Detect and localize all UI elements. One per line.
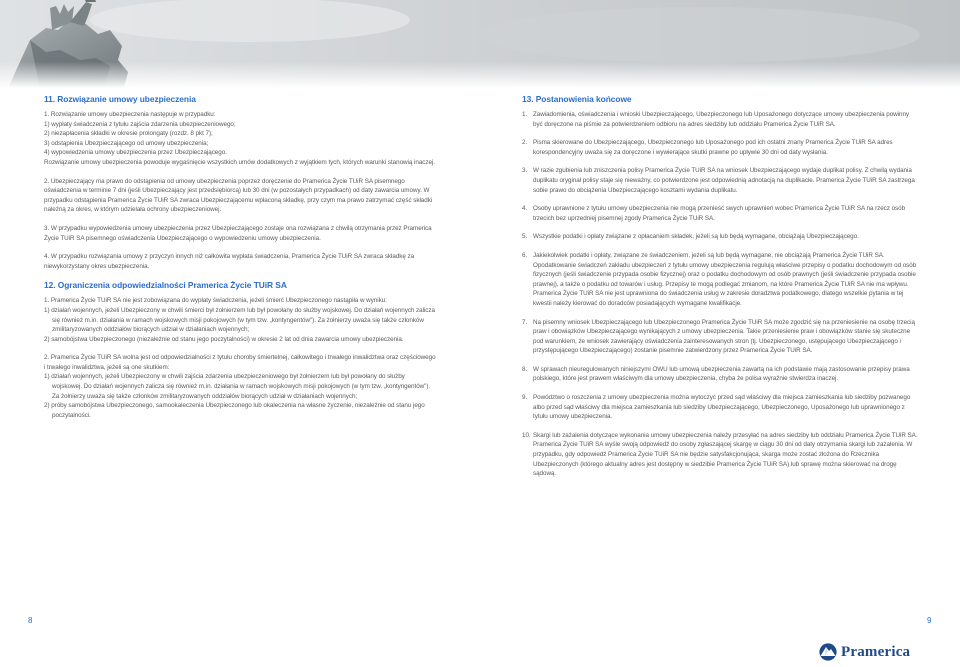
section-11-heading: 11. Rozwiązanie umowy ubezpieczenia — [44, 94, 196, 104]
page-number-left: 8 — [28, 616, 33, 625]
logo-text: Pramerica — [841, 643, 911, 660]
s13-item: 8. W sprawach nieuregulowanych niniejszymi OWU lub umową ubezpieczenia zawartą na ich podstawie mają zastosowanie przepisy prawa polskiego, które jest prawem właściwym dla umowy ubezpieczenia, chyba że polisa wyraźnie stwierdza inaczej. — [522, 365, 910, 383]
left-column — [44, 94, 436, 420]
s13-item: 6. Jakiekolwiek podatki i opłaty, związane ze świadczeniem, jeżeli są lub będą wymagane, nie obciążają Pramerica Życie TUiR SA. Opodatkowanie świadczeń zakładu ubezpieczeń z tytułu umowy ubezpieczenia regulują właściwe przepisy o podatku dochodowym od osób fizycznych (jeśli świadczenie przypada osobie fizycznej) oraz o podatku dochodowym od osób prawnych (jeśli świadczenie przypada osobie prawnej), a także o podatku od towarów i usług. Przepisy te mogą podlegać zmianom, na które Pramerica Życie TUiR SA nie ma wpływu. Pramerica Życie TUiR SA nie jest uprawniona do świadczenia usług w zakresie doradztwa podatkowego, dlatego wszelkie pytania w tej kwestii należy kierować do doradców posiadających wymagane kwalifikacje. — [522, 251, 917, 307]
s12-p2-list-item-1: 1) działań wojennych, jeżeli Ubezpieczony w chwili zajścia zdarzenia ubezpieczeniowego był żołnierzem lub był powołany do służby wojskowej. Do działań wojennych zalicza się również m.in. działania w ramach wojskowych misji pokojowych (w tym tzw. „kontyngentów"). Za żołnierzy uważa się także członków zmilitaryzowanych oddziałów biorących udział w działaniach wojennych; — [44, 373, 431, 400]
s11-list-item-1: 1) wypłaty świadczenia z tytułu zajścia zdarzenia ubezpieczeniowego; — [44, 120, 236, 128]
section-13-heading: 13. Postanowienia końcowe — [522, 94, 632, 104]
s11-paragraph-1: 1. Rozwiązanie umowy ubezpieczenia następuje w przypadku: — [44, 111, 216, 118]
s13-item: 9. Powództwo o roszczenia z umowy ubezpieczenia można wytoczyć przed sąd właściwy dla miejsca zamieszkania lub siedziby pozwanego albo przed sąd właściwy dla miejsca zamieszkania lub siedziby Ubezpieczającego, Ubezpieczonego, Uposażonego lub uprawnionego z tytułu umowy ubezpieczenia. — [522, 394, 911, 421]
s11-list-item-2: 2) niezapłacenia składki w okresie prolongaty (rozdz. 8 pkt 7); — [44, 130, 213, 138]
s13-item: 5. Wszystkie podatki i opłaty związane z opłacaniem składek, jeżeli są lub będą wymagane, obciążają Ubezpieczającego. — [522, 233, 859, 241]
s11-list-item-4: 4) wypowiedzenia umowy ubezpieczenia przez Ubezpieczającego. — [44, 149, 227, 157]
header-banner-image — [0, 0, 960, 88]
s13-item: 3. W razie zgubienia lub zniszczenia polisy Pramerica Życie TUiR SA na wniosek Ubezpieczającego wydaje duplikat polisy. Z chwilą wydania duplikatu oryginał polisy staje się nieważny, co potwierdzone jest odpowiednią adnotacją na duplikacie. Pramerica Życie TUiR SA zastrzega sobie prawo do obciążenia Ubezpieczającego kosztami wydania duplikatu. — [522, 167, 915, 194]
s11-paragraph-4: 4. W przypadku rozwiązania umowy z przyczyn innych niż całkowita wypłata świadczenia, Pramerica Życie TUiR SA zwraca składkę za niewykorzystany okres ubezpieczenia. — [44, 253, 415, 270]
s12-paragraph-2: 2. Pramerica Życie TUiR SA wolna jest od odpowiedzialności z tytułu choroby śmiertelnej, całkowitego i trwałego inwalidztwa oraz częściowego i trwałego inwalidztwa, jeżeli są one skutkiem: — [44, 354, 436, 371]
s13-item: 4. Osoby uprawnione z tytułu umowy ubezpieczenia nie mogą przenieść swych uprawnień wobec Pramerica Życie TUiR SA na rzecz osób trzecich bez uprzedniej pisemnej zgody Pramerica Życie TUiR SA. — [522, 205, 906, 222]
s12-p1-list-item-2: 2) samobójstwa Ubezpieczonego (niezależnie od stanu jego poczytalności) w okresie 2 lat od dnia zawarcia umowy ubezpieczenia. — [44, 335, 404, 343]
page-number-right: 9 — [927, 616, 932, 625]
s11-paragraph-1-tail: Rozwiązanie umowy ubezpieczenia powoduje wygaśnięcie wszystkich umów dodatkowych z wyjątkiem tych, których warunki stanowią inaczej. — [44, 158, 435, 166]
section-12-heading: 12. Ograniczenia odpowiedzialności Pramerica Życie TUiR SA — [44, 280, 287, 291]
s13-item: 1. Zawiadomienia, oświadczenia i wnioski Ubezpieczającego, Ubezpieczonego lub Uposażonego dotyczące umowy ubezpieczenia powinny być doręczone na piśmie za potwierdzeniem odbioru na adres siedziby lub oddziału Pramerica Życie TUiR SA. — [522, 111, 910, 128]
right-column — [522, 94, 918, 479]
s12-paragraph-1: 1. Pramerica Życie TUiR SA nie jest zobowiązana do wypłaty świadczenia, jeżeli śmierć Ubezpieczonego nastąpiła w wyniku: — [44, 297, 387, 305]
statue-of-liberty-banner — [0, 0, 960, 88]
s13-item: 7. Na pisemny wniosek Ubezpieczającego lub Ubezpieczonego Pramerica Życie TUiR SA może zgodzić się na przeniesienie na osobę trzecią praw i obowiązków Ubezpieczającego wynikających z umowy ubezpieczenia. Takie przeniesienie praw i obowiązków stanie się skuteczne pod warunkiem, że wniosek zawierający oświadczenia zainteresowanych stron (tj. Ubezpieczonego, ustępującego Ubezpieczającego i przystępującego Ubezpieczającego) zostanie pisemnie zatwierdzony przez Pramerica Życie TUiR SA. — [522, 318, 915, 355]
s11-paragraph-3: 3. W przypadku wypowiedzenia umowy ubezpieczenia przez Ubezpieczającego zostaje ona rozwiązana z chwilą otrzymania przez Pramerica Życie TUiR SA pisemnego oświadczenia Ubezpieczającego o wypowiedzeniu umowy ubezpieczenia. — [44, 224, 432, 242]
s12-p1-list-item-1: 1) działań wojennych, jeżeli Ubezpieczony w chwili śmierci był żołnierzem lub był powołany do służby wojskowej. Do działań wojennych zalicza się również m.in. działania w ramach wojskowych misji pokojowych (w tym tzw. „kontyngentów"). Za żołnierzy uważa się także członków zmilitaryzowanych oddziałów biorących udział w działaniach wojennych; — [44, 306, 435, 334]
s13-item: 2. Pisma skierowane do Ubezpieczającego, Ubezpieczonego lub Uposażonego pod ich ostatni znany Pramerica Życie TUiR SA adres korespondencyjny uważa się za doręczone i wywierające skutki prawne po upływie 30 dni od daty wysłania. — [522, 139, 893, 156]
s12-p2-list-item-2: 2) próby samobójstwa Ubezpieczonego, samookaleczenia Ubezpieczonego lub okaleczenia na własne życzenie, niezależnie od stanu jego poczytalności. — [44, 402, 425, 419]
s11-paragraph-2: 2. Ubezpieczający ma prawo do odstąpienia od umowy ubezpieczenia poprzez doręczenie do Pramerica Życie TUiR SA pisemnego oświadczenia w terminie 7 dni (jeśli Ubezpieczający jest przedsiębiorcą) lub 30 dni (w pozostałych przypadkach) od daty zawarcia umowy. W przypadku odstąpienia Pramerica Życie TUiR SA zwraca Ubezpieczającemu wpłaconą składkę, przy czym ma prawo zatrzymać część składki należną za okres, w którym udzielała ochrony ubezpieczeniowej. — [44, 177, 433, 214]
s13-item: 10. Skargi lub zażalenia dotyczące wykonania umowy ubezpieczenia należy przesyłać na adres siedziby lub oddziału Pramerica Życie TUiR SA. Pramerica Życie TUiR SA wyśle swoją odpowiedź do osoby zgłaszającej skargę w ciągu 30 dni od daty otrzymania skargi lub zażalenia. W przypadku, gdy odpowiedź Pramerica Życie TUiR SA nie będzie satysfakcjonująca, skarga może zostać złożona do Rzecznika Ubezpieczonych (którego aktualny adres jest dostępny w siedzibie Pramerica Życie TUiR SA) lub sprawę można skierować na drogę sądową. — [522, 431, 918, 478]
pramerica-rock-logo-icon — [818, 643, 838, 661]
pramerica-logo — [818, 643, 910, 661]
s11-list-item-3: 3) odstąpienia Ubezpieczającego od umowy ubezpieczenia; — [44, 139, 209, 147]
